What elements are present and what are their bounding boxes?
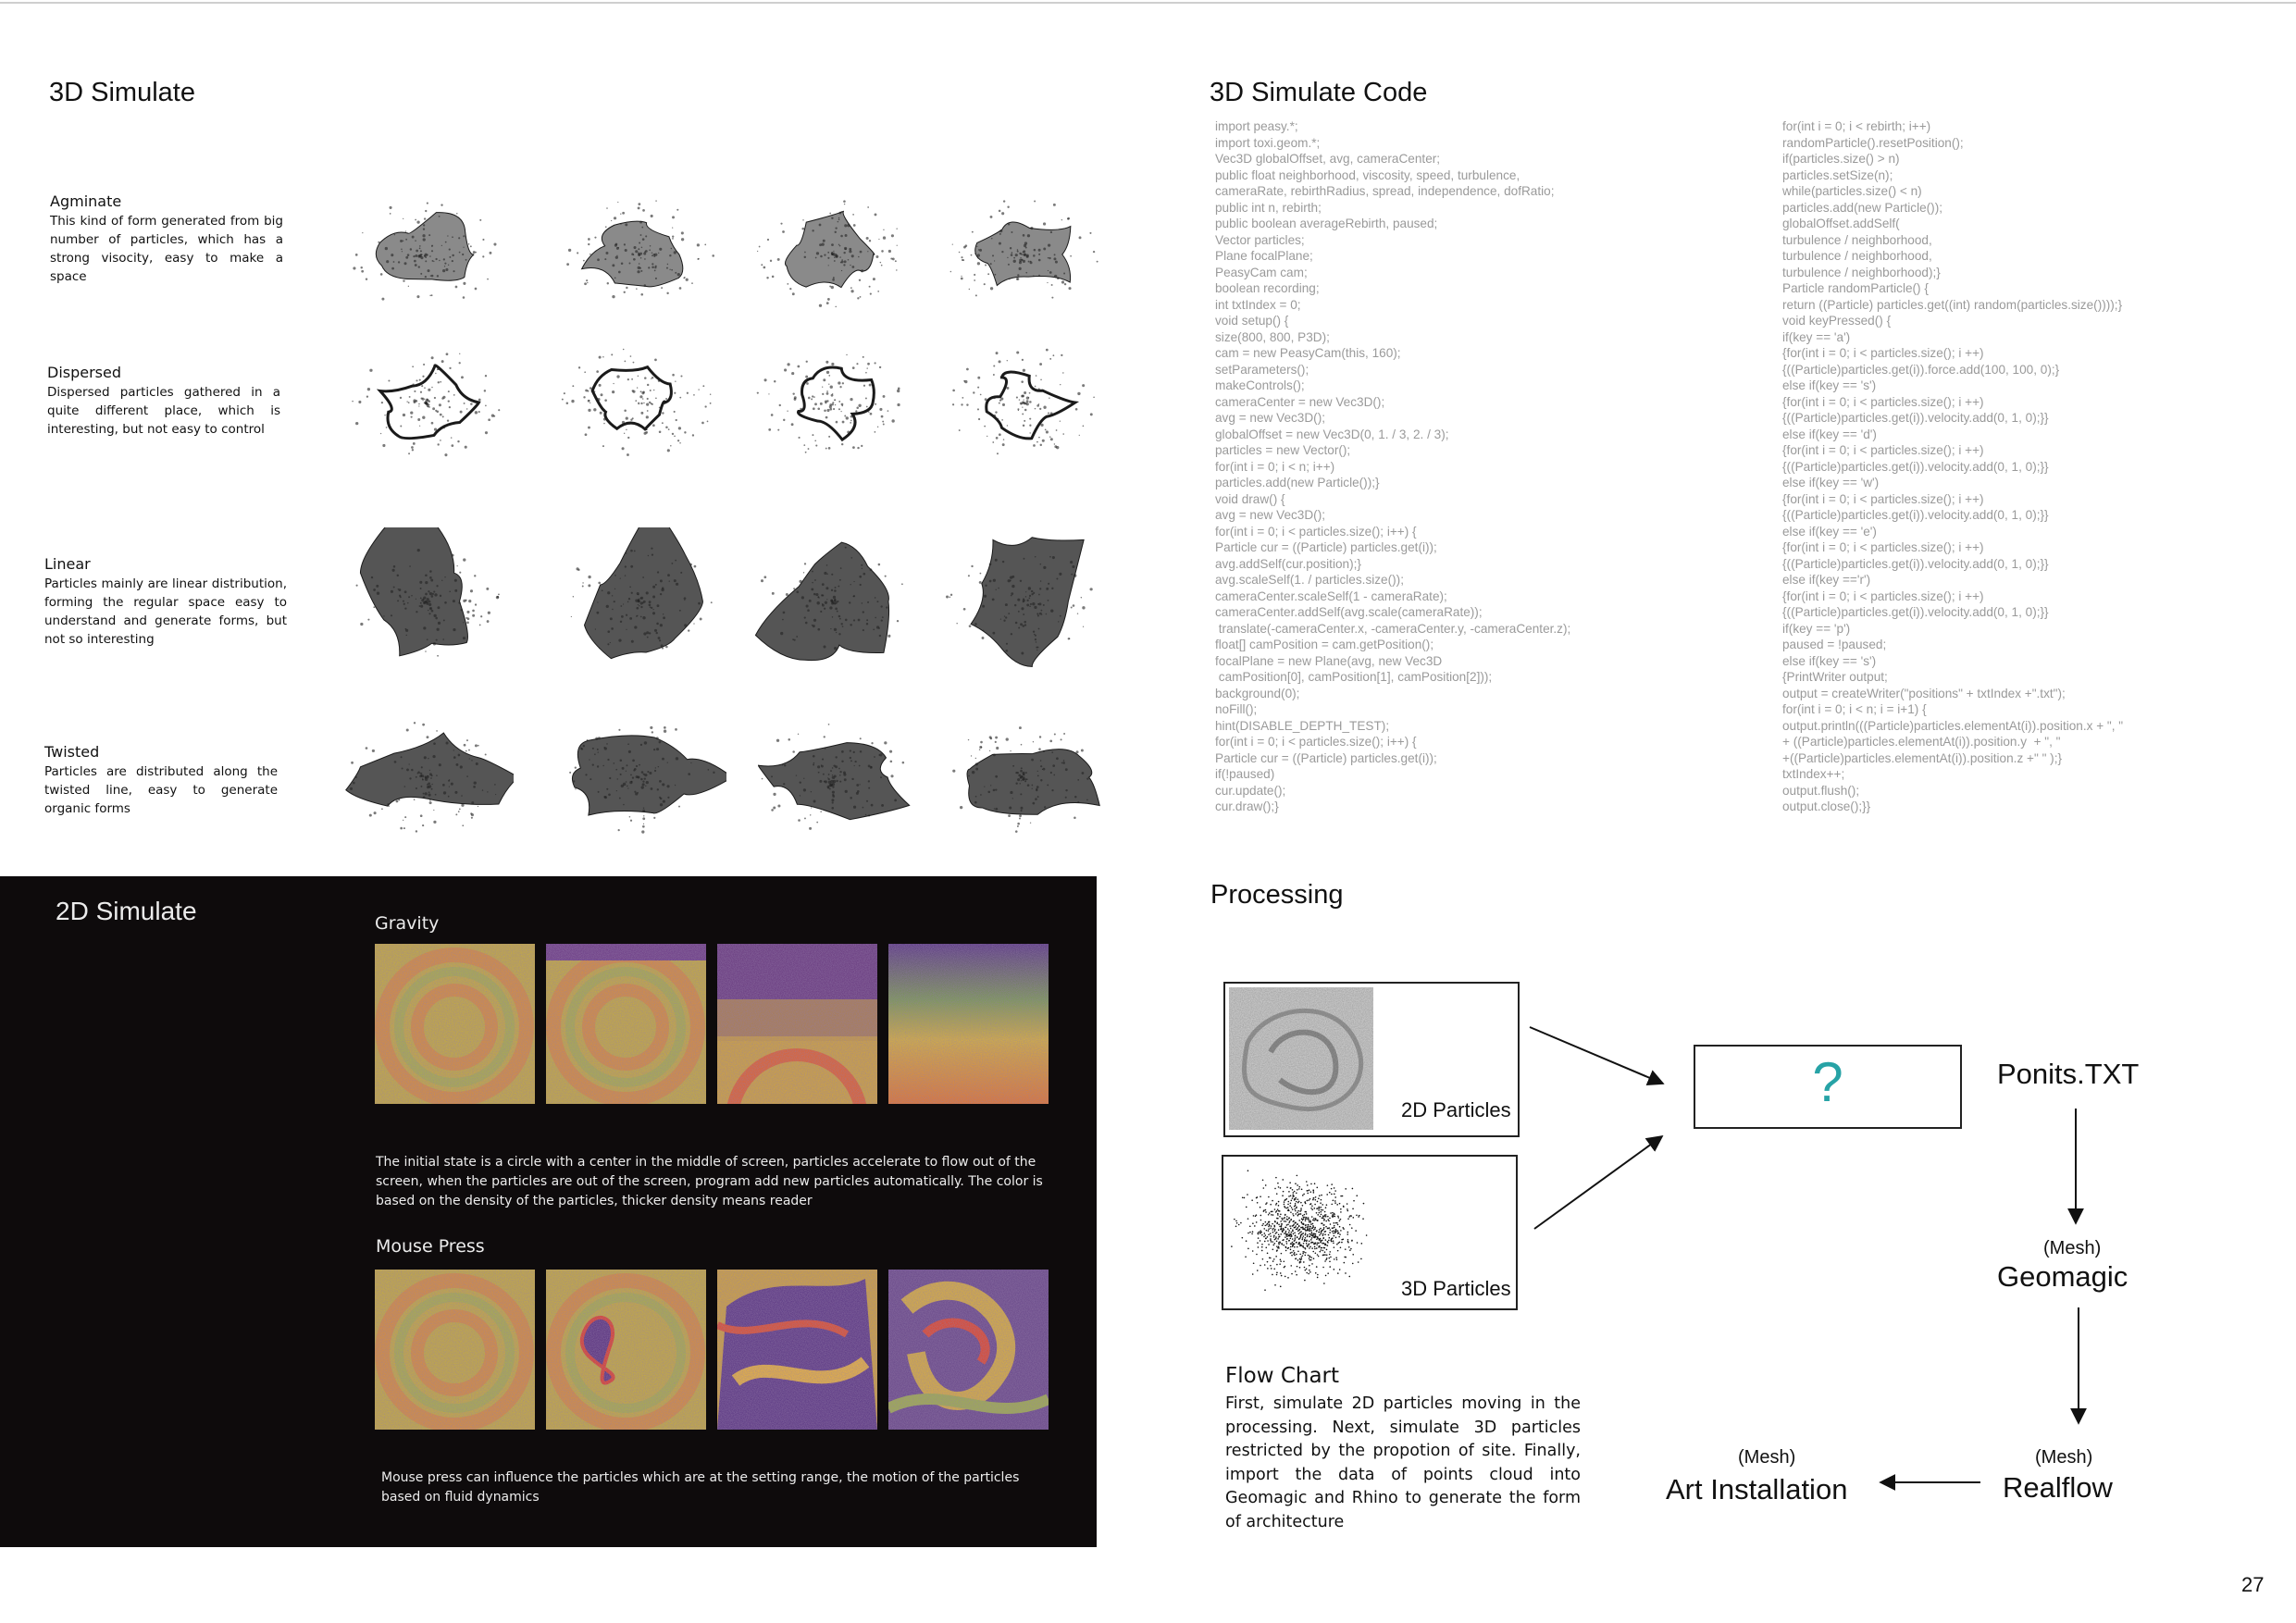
realflow-mesh-tag: (Mesh) bbox=[2035, 1447, 2093, 1468]
art-mesh-tag: (Mesh) bbox=[1738, 1447, 1796, 1468]
form-desc-twisted: Particles are distributed along the twisted line, easy to generate organic forms bbox=[44, 764, 278, 816]
code-column-1: import peasy.*; import toxi.geom.*; Vec3D globalOffset, avg, cameraCenter; public float neighborhood, viscosity, speed, turbulence, cameraRate, rebirthRadius, spread, independence, dofRatio; public int n, rebirth; public boolean averageRebirth, paused; Vector particles; Plane focalPlane; PeasyCam cam; boolean recording; int txtIndex = 0; void setup() { size(800, 800, P3D); cam = new PeasyCam(this, 160); setParameters(); makeControls(); cameraCenter = new Vec3D(); avg = new Vec3D(); globalOffset = new Vec3D(0, 1. / 3, 2. / 3); particles = new Vector(); for(int i = 0; i < n; i++) particles.add(new Particle());} void draw() { avg = new Vec3D(); for(int i = 0; i < particles.size(); i++) { Particle cur = ((Particle) particles.get(i)); avg.addSelf(cur.position);} avg.scaleSelf(1. / particles.size()); cameraCenter.scaleSelf(1 - cameraRate); cameraCenter.addSelf(avg.scale(cameraRate)); translate(-cameraCenter.x, -cameraCenter.y, -cameraCenter.z); float[] camPosition = cam.getPosition(); focalPlane = new Plane(avg, new Vec3D camPosition[0], camPosition[1], camPosition[2])); background(0); noFill(); hint(DISABLE_DEPTH_TEST); for(int i = 0; i < particles.size(); i++) { Particle cur = ((Particle) particles.get(i)); if(!paused) cur.update(); cur.draw();} bbox=[1215, 119, 1571, 813]
arrow-3d-to-step bbox=[1534, 1136, 1662, 1229]
geomagic-mesh-tag: (Mesh) bbox=[2043, 1238, 2102, 1258]
code-title: 3D Simulate Code bbox=[1210, 78, 1428, 107]
node-geomagic: Geomagic bbox=[1997, 1260, 2128, 1293]
processing-title: Processing bbox=[1210, 880, 1344, 910]
node-art-installation: Art Installation bbox=[1666, 1473, 1848, 1505]
sim3d-title: 3D Simulate bbox=[49, 78, 195, 107]
arrow-2d-to-step bbox=[1530, 1027, 1663, 1084]
label-3d-particles: 3D Particles bbox=[1401, 1277, 1511, 1300]
form-title-linear: Linear bbox=[44, 555, 91, 573]
gravity-desc: The initial state is a circle with a center in the middle of screen, particles accelerate to flow out of the screen, when the particles are out of the screen, program add new particles automatically. The color is based on the density of the particles, thicker density means reader bbox=[376, 1155, 1043, 1208]
form-title-twisted: Twisted bbox=[44, 743, 100, 761]
node-points-txt: Ponits.TXT bbox=[1997, 1058, 2140, 1090]
question-mark-icon: ? bbox=[1812, 1051, 1843, 1113]
page-number: 27 bbox=[2241, 1573, 2265, 1596]
form-title-agminate: Agminate bbox=[50, 192, 122, 210]
flow-chart-title: Flow Chart bbox=[1225, 1364, 1340, 1388]
form-desc-agminate: This kind of form generated from big number of particles, which has a strong visocity, easy to make a space bbox=[50, 214, 283, 284]
mouse-press-desc: Mouse press can influence the particles which are at the setting range, the motion of the particles based on fluid dynamics bbox=[381, 1470, 1020, 1505]
mouse-press-label: Mouse Press bbox=[376, 1236, 485, 1257]
form-desc-dispersed: Dispersed particles gathered in a quite different place, which is interesting, but not easy to control bbox=[47, 385, 280, 437]
gravity-label: Gravity bbox=[375, 913, 440, 934]
code-column-2: for(int i = 0; i < rebirth; i++) randomParticle().resetPosition(); if(particles.size() > n) particles.setSize(n); while(particles.size() < n) particles.add(new Particle()); globalOffset.addSelf( turbulence / neighborhood, turbulence / neighborhood, turbulence / neighborhood);} Particle randomParticle() { return ((Particle) particles.get((int) random(particles.size())));} void keyPressed() { if(key == 'a') {for(int i = 0; i < particles.size(); i ++) {((Particle)particles.get(i)).force.add(100, 100, 0);} else if(key == 's') {for(int i = 0; i < particles.size(); i ++) {((Particle)particles.get(i)).velocity.add(0, 1, 0);}} else if(key == 'd') {for(int i = 0; i < particles.size(); i ++) {((Particle)particles.get(i)).velocity.add(0, 1, 0);}} else if(key == 'w') {for(int i = 0; i < particles.size(); i ++) {((Particle)particles.get(i)).velocity.add(0, 1, 0);}} else if(key == 'e') {for(int i = 0; i < particles.size(); i ++) {((Particle)particles.get(i)).velocity.add(0, 1, 0);}} else if(key =='r') {for(int i = 0; i < particles.size(); i ++) {((Particle)particles.get(i)).velocity.add(0, 1, 0);}} if(key == 'p') paused = !paused; else if(key == 's') {PrintWriter output; output = createWriter("positions" + txtIndex +".txt"); for(int i = 0; i < n; i = i+1) { output.println(((Particle)particles.elementAt(i)).position.x + ", " + ((Particle)particles.elementAt(i)).position.y + ", " +((Particle)particles.elementAt(i)).position.z +" " );} txtIndex++; output.flush(); output.close();}} bbox=[1782, 119, 2124, 813]
node-realflow: Realflow bbox=[2003, 1471, 2113, 1504]
form-desc-linear: Particles mainly are linear distribution, forming the regular space easy to understand and generate forms, but not so interesting bbox=[44, 576, 287, 647]
form-title-dispersed: Dispersed bbox=[47, 364, 122, 381]
label-2d-particles: 2D Particles bbox=[1401, 1098, 1511, 1121]
flow-chart-desc: First, simulate 2D particles moving in the processing. Next, simulate 3D particles restricted by the propotion of site. Finally, import the data of points cloud into Geomagic and Rhino to generate the form of architecture bbox=[1225, 1394, 1581, 1531]
sim2d-title: 2D Simulate bbox=[56, 897, 197, 925]
